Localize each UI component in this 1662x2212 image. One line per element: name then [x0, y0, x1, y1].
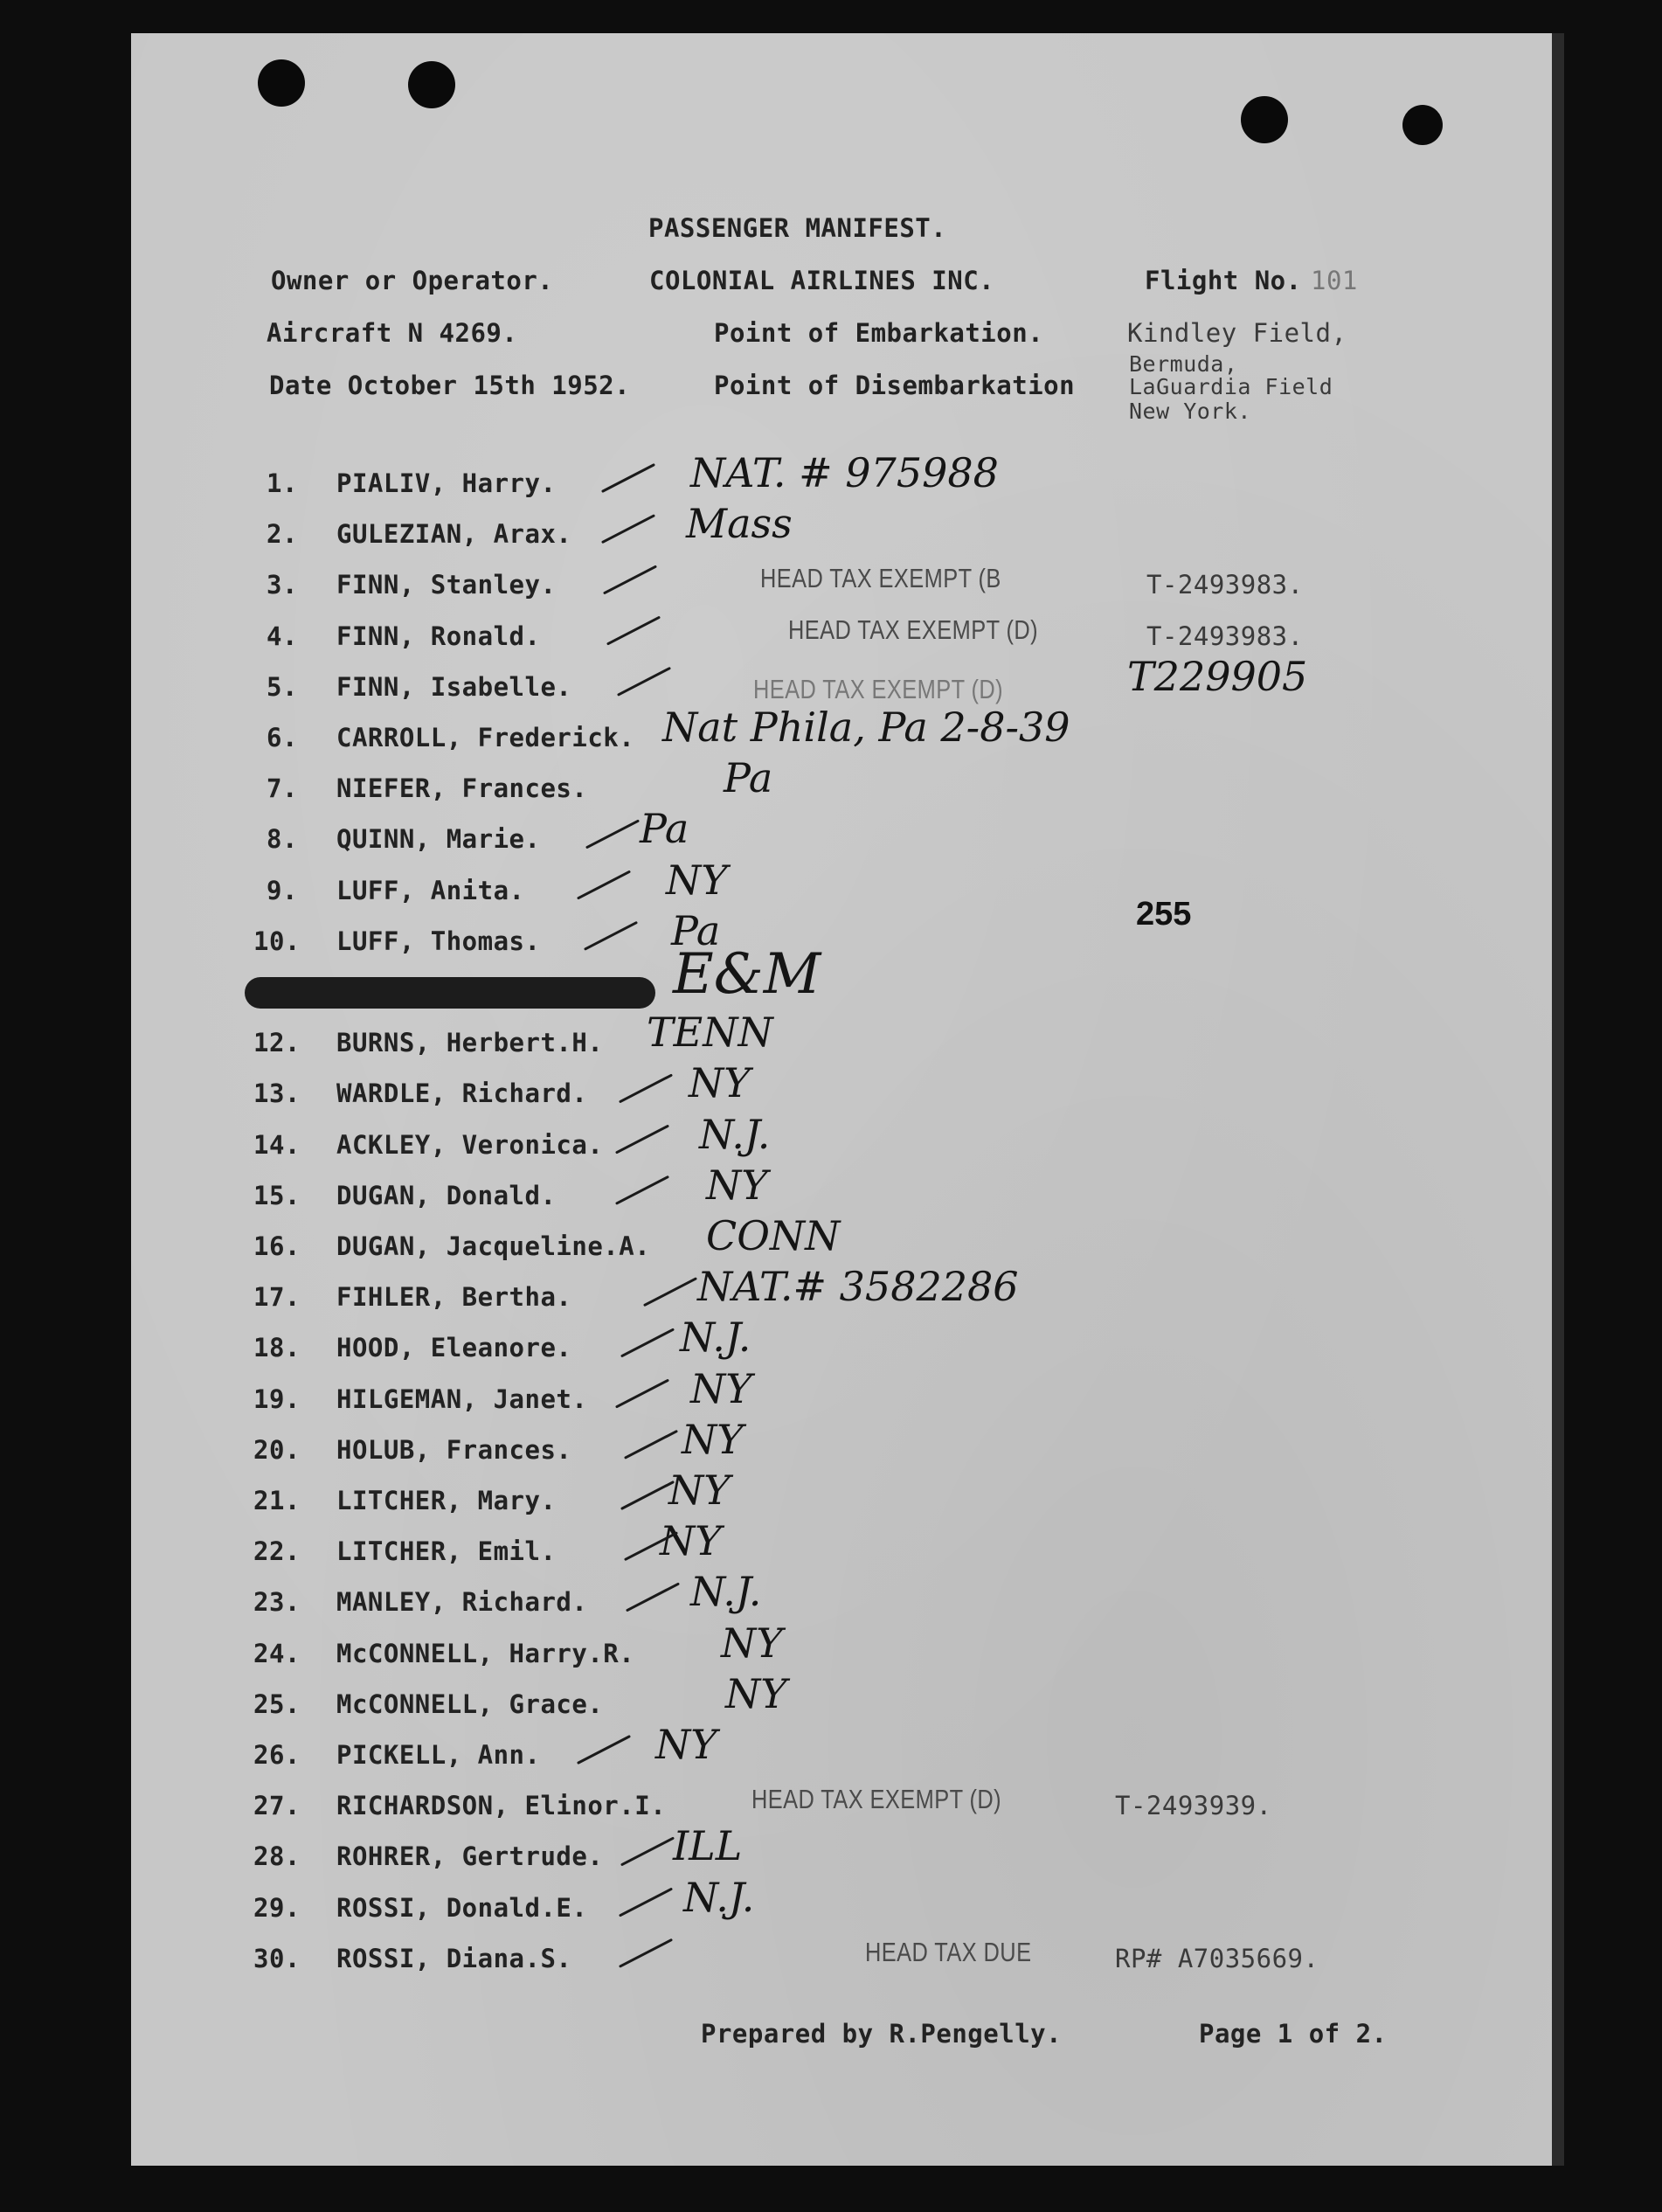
passenger-name: ACKLEY, Veronica. [336, 1129, 604, 1160]
check-mark [605, 566, 655, 593]
passenger-name: QUINN, Marie. [336, 824, 541, 855]
check-mark [619, 669, 669, 695]
handwritten-note: N.J. [680, 1314, 751, 1362]
head-tax-stamp: HEAD TAX EXEMPT (D) [751, 1784, 1002, 1815]
passenger-number: 24. [253, 1638, 301, 1668]
passenger-number: 9. [267, 875, 298, 905]
passenger-number: 8. [267, 824, 298, 855]
handwritten-note: NY [682, 1415, 744, 1463]
reference-number: T-2493939. [1115, 1791, 1272, 1821]
check-mark [578, 1737, 629, 1763]
reference-number: RP# A7035669. [1115, 1943, 1319, 1973]
page-count: Page 1 of 2. [1199, 2019, 1388, 2049]
flight-value: 101 [1311, 266, 1358, 295]
passenger-name: FINN, Ronald. [336, 621, 541, 651]
passenger-name: WARDLE, Richard. [336, 1078, 588, 1109]
check-mark [627, 1584, 678, 1610]
handwritten-note: NAT.# 3582286 [697, 1263, 1019, 1311]
passenger-number: 7. [267, 773, 298, 804]
passenger-number: 14. [253, 1129, 301, 1160]
passenger-name: MANLEY, Richard. [336, 1587, 588, 1618]
reference-number: T-2493983. [1146, 570, 1304, 600]
date-line: Date October 15th 1952. [269, 371, 631, 400]
handwritten-note: T229905 [1127, 652, 1308, 700]
passenger-name: CARROLL, Frederick. [336, 723, 635, 752]
handwritten-note: Nat Phila, Pa 2-8-39 [662, 704, 1070, 751]
owner-label: Owner or Operator. [271, 266, 554, 295]
handwritten-note: N.J. [699, 1110, 771, 1158]
check-mark [626, 1432, 676, 1458]
prepared-by: Prepared by R.Pengelly. [701, 2019, 1063, 2049]
check-mark [620, 1075, 671, 1101]
passenger-number: 16. [253, 1231, 301, 1261]
passenger-name: McCONNELL, Harry.R. [336, 1638, 635, 1668]
handwritten-note: Mass [686, 500, 793, 548]
passenger-number: 22. [253, 1536, 301, 1567]
check-mark [622, 1329, 673, 1356]
passenger-number: 10. [253, 926, 301, 956]
check-mark [645, 1279, 696, 1305]
handwritten-note: NY [690, 1364, 752, 1412]
passenger-number: 27. [253, 1791, 301, 1821]
passenger-number: 17. [253, 1282, 301, 1313]
passenger-name: DUGAN, Donald. [336, 1180, 557, 1210]
passenger-number: 4. [267, 621, 298, 651]
passenger-name: HILGEMAN, Janet. [336, 1383, 588, 1414]
handwritten-note: NY [706, 1161, 768, 1209]
passenger-number: 6. [267, 723, 298, 752]
passenger-name: LITCHER, Emil. [336, 1536, 557, 1567]
check-mark [622, 1482, 673, 1508]
page-number-stamp: 255 [1136, 896, 1192, 933]
check-mark [620, 1890, 671, 1916]
check-mark [617, 1177, 668, 1203]
passenger-name: NIEFER, Frances. [336, 773, 588, 804]
head-tax-stamp: HEAD TAX EXEMPT (D) [788, 614, 1039, 645]
handwritten-note: N.J. [683, 1873, 755, 1921]
check-mark [608, 618, 659, 644]
passenger-name: ROSSI, Diana.S. [336, 1943, 572, 1973]
passenger-number: 28. [253, 1841, 301, 1872]
check-mark [578, 872, 629, 898]
check-mark [617, 1127, 668, 1153]
passenger-number: 12. [253, 1028, 301, 1058]
redaction-bar [245, 977, 655, 1009]
passenger-number: 15. [253, 1180, 301, 1210]
passenger-number: 23. [253, 1587, 301, 1618]
passenger-name: HOLUB, Frances. [336, 1434, 572, 1465]
owner-value: COLONIAL AIRLINES INC. [649, 266, 995, 295]
disembarkation-value: LaGuardia Field [1129, 374, 1333, 399]
handwritten-note: E&M [673, 942, 821, 1007]
handwritten-note: N.J. [690, 1568, 762, 1616]
check-mark [620, 1940, 671, 1966]
passenger-name: BURNS, Herbert.H. [336, 1028, 604, 1058]
handwritten-note: NY [689, 1059, 751, 1107]
passenger-name: PIALIV, Harry. [336, 468, 557, 498]
check-mark [587, 821, 638, 847]
check-mark [622, 1838, 673, 1864]
flight-label: Flight No. [1145, 266, 1302, 295]
check-mark [603, 516, 654, 542]
embarkation-label: Point of Embarkation. [714, 318, 1044, 348]
passenger-name: RICHARDSON, Elinor.I. [336, 1791, 667, 1821]
handwritten-note: ILL [673, 1822, 743, 1870]
passenger-name: LUFF, Thomas. [336, 926, 541, 956]
passenger-name: FINN, Isabelle. [336, 671, 572, 702]
passenger-name: PICKELL, Ann. [336, 1740, 541, 1770]
passenger-number: 3. [267, 570, 298, 600]
passenger-number: 1. [267, 468, 298, 498]
handwritten-note: CONN [706, 1212, 841, 1259]
head-tax-stamp: HEAD TAX DUE [865, 1936, 1032, 1967]
passenger-name: HOOD, Eleanore. [336, 1333, 572, 1363]
passenger-name: LITCHER, Mary. [336, 1486, 557, 1515]
passenger-name: DUGAN, Jacqueline.A. [336, 1231, 651, 1261]
check-mark [603, 465, 654, 491]
handwritten-note: NY [655, 1721, 717, 1768]
passenger-name: LUFF, Anita. [336, 875, 525, 905]
handwritten-note: NAT. # 975988 [690, 449, 999, 496]
check-mark [626, 1533, 676, 1559]
passenger-name: FIHLER, Bertha. [336, 1282, 572, 1313]
check-mark [617, 1381, 668, 1407]
head-tax-stamp: HEAD TAX EXEMPT (B [760, 563, 1001, 594]
handwritten-note: NY [721, 1619, 783, 1667]
handwritten-note: NY [725, 1669, 787, 1717]
handwritten-note: Pa [724, 754, 773, 802]
passenger-number: 21. [253, 1486, 301, 1515]
manifest-title: PASSENGER MANIFEST. [648, 213, 947, 243]
aircraft-line: Aircraft N 4269. [267, 318, 518, 348]
passenger-number: 19. [253, 1383, 301, 1414]
passenger-number: 5. [267, 671, 298, 702]
passenger-number: 18. [253, 1333, 301, 1363]
handwritten-note: NY [666, 856, 728, 904]
passenger-number: 20. [253, 1434, 301, 1465]
passenger-number: 30. [253, 1943, 301, 1973]
passenger-name: GULEZIAN, Arax. [336, 519, 572, 550]
disembarkation-value-2: New York. [1129, 399, 1251, 424]
head-tax-stamp: HEAD TAX EXEMPT (D) [753, 673, 1004, 704]
reference-number: T-2493983. [1146, 621, 1304, 651]
embarkation-value: Kindley Field, [1127, 318, 1347, 348]
passenger-number: 26. [253, 1740, 301, 1770]
handwritten-note: TENN [647, 1009, 773, 1057]
passenger-name: ROSSI, Donald.E. [336, 1892, 588, 1923]
passenger-number: 25. [253, 1688, 301, 1719]
handwritten-note: NY [668, 1467, 731, 1514]
passenger-name: McCONNELL, Grace. [336, 1688, 604, 1719]
embarkation-value-2: Bermuda, [1129, 351, 1238, 377]
handwritten-note: NY [660, 1517, 722, 1565]
passenger-number: 13. [253, 1078, 301, 1109]
passenger-number: 29. [253, 1892, 301, 1923]
disembarkation-label: Point of Disembarkation [714, 371, 1076, 400]
handwritten-note: Pa [640, 805, 689, 853]
check-mark [585, 923, 636, 949]
handwritten-note: Pa [671, 906, 721, 954]
passenger-number: 2. [267, 519, 298, 550]
passenger-name: FINN, Stanley. [336, 570, 557, 600]
passenger-name: ROHRER, Gertrude. [336, 1841, 604, 1872]
